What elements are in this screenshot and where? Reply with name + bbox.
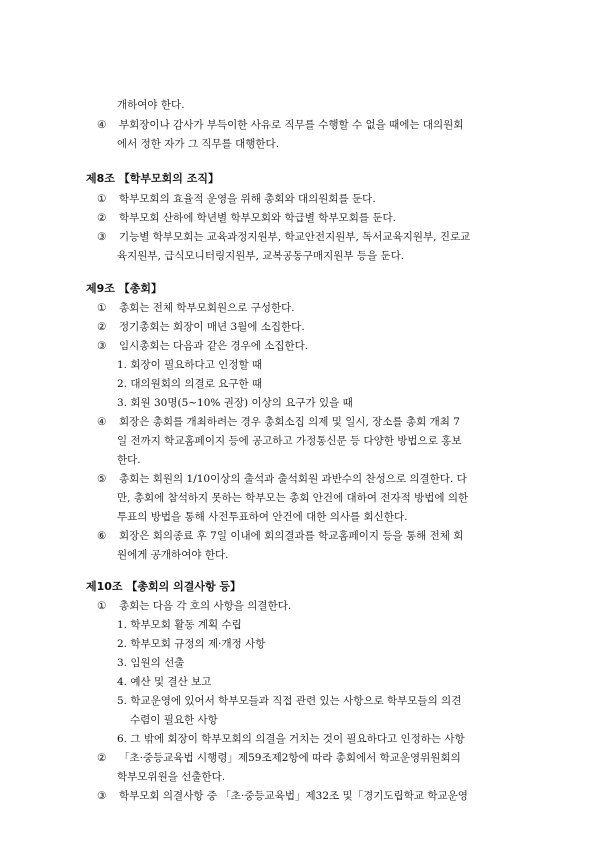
article10-item3 [97, 789, 468, 803]
article10-item2-cont: 학부모위원을 선출한다. [117, 771, 226, 783]
item-number: ③ [97, 340, 107, 352]
item-number: ③ [97, 231, 107, 243]
article9-item4-cont: 일 전까지 학교홈페이지 등에 공고하고 가정통신문 등 다양한 방법으로 홍보 [117, 435, 462, 447]
article9-item5 [97, 472, 467, 486]
item-text: 부회장이나 감사가 부득이한 사유로 직무를 수행할 수 없을 때에는 대의원회 [119, 119, 464, 131]
article10-subitem: 2. 학부모회 규정의 제·개정 사항 [117, 638, 266, 650]
article7-item4 [97, 118, 463, 132]
item-number: ⑥ [97, 530, 107, 542]
article10-item2 [97, 751, 461, 765]
article9-item5-cont: 투표의 방법을 통해 사전투표하여 안건에 대한 의사를 회신한다. [117, 511, 408, 523]
article10-item1 [97, 599, 291, 613]
item-number: ② [97, 212, 107, 224]
article10-subitem: 3. 임원의 선출 [117, 657, 185, 669]
article9-item6 [97, 529, 463, 543]
article9-item3 [97, 339, 308, 353]
article8-item3 [97, 230, 470, 244]
item-number: ③ [97, 790, 107, 802]
article9-subitem: 2. 대의원회의 의결로 요구한 때 [117, 378, 263, 390]
item-text: 총회는 다음 각 호의 사항을 의결한다. [119, 600, 292, 612]
article9-subitem: 1. 회장이 필요하다고 인정할 때 [117, 359, 263, 371]
item-number: ① [97, 193, 107, 205]
item-text: 정기총회는 회장이 매년 3월에 소집한다. [119, 321, 305, 333]
article9-item4-cont: 한다. [117, 454, 141, 466]
article8-title: 제8조 【학부모회의 조직】 [86, 172, 219, 185]
article9-title: 제9조 【총회】 [86, 282, 162, 295]
item-number: ① [97, 302, 107, 314]
item-text: 학부모회 의결사항 중 「초·중등교육법」제32조 및「경기도립학교 학교운영 [119, 790, 468, 802]
article9-item6-cont: 원에게 공개하여야 한다. [117, 549, 229, 561]
item-text: 회장은 회의종료 후 7일 이내에 회의결과를 학교홈페이지 등을 통해 전체 회 [119, 530, 464, 542]
item-text: 학부모회의 효율적 운영을 위해 총회와 대의원회를 둔다. [119, 193, 376, 205]
item-text: 「초·중등교육법 시행령」제59조제2항에 따라 총회에서 학교운영위원회의 [119, 752, 461, 764]
article8-item3-cont: 육지원부, 급식모니터링지원부, 교복공동구매지원부 등을 둔다. [117, 250, 405, 262]
article7-item4-cont: 에서 정한 자가 그 직무를 대행한다. [117, 138, 280, 150]
article10-subitem: 5. 학교운영에 있어서 학부모들과 직접 관련 있는 사항으로 학부모들의 의견 [117, 695, 462, 707]
article9-item5-cont: 만, 총회에 참석하지 못하는 학부모는 총회 안건에 대하여 전자적 방법에 의한 [117, 492, 469, 504]
item-text: 총회는 회원의 1/10이상의 출석과 출석회원 과반수의 찬성으로 의결한다. 다 [119, 473, 467, 485]
article8-item1 [97, 192, 376, 206]
item-text: 회장은 총회를 개최하려는 경우 총회소집 의제 및 일시, 장소를 총회 개최 7 [119, 416, 460, 428]
article10-title: 제10조 【총회의 의결사항 등】 [86, 580, 242, 593]
article10-subitem-cont: 수렴이 필요한 사항 [130, 714, 218, 726]
article8-item2 [97, 211, 396, 225]
item-text: 기능별 학부모회는 교육과정지원부, 학교안전지원부, 독서교육지원부, 진로교 [119, 231, 471, 243]
continuation-line: 개하여야 한다. [117, 99, 185, 111]
item-text: 총회는 전체 학부모회원으로 구성한다. [119, 302, 295, 314]
item-number: ② [97, 752, 107, 764]
item-number: ④ [97, 119, 107, 131]
item-number: ⑤ [97, 473, 107, 485]
article9-item2 [97, 320, 305, 334]
item-number: ④ [97, 416, 107, 428]
article10-subitem: 4. 예산 및 결산 보고 [117, 676, 212, 688]
item-text: 학부모회 산하에 학년별 학부모회와 학급별 학부모회를 둔다. [119, 212, 396, 224]
article10-subitem: 6. 그 밖에 회장이 학부모회의 의결을 거치는 것이 필요하다고 인정하는 사항 [117, 733, 465, 745]
item-number: ① [97, 600, 107, 612]
article9-subitem: 3. 회원 30명(5~10% 권장) 이상의 요구가 있을 때 [117, 397, 353, 409]
item-number: ② [97, 321, 107, 333]
article9-item1 [97, 301, 295, 315]
article10-subitem: 1. 학부모회 활동 계획 수립 [117, 619, 242, 631]
article9-item4 [97, 415, 460, 429]
item-text: 임시총회는 다음과 같은 경우에 소집한다. [119, 340, 309, 352]
